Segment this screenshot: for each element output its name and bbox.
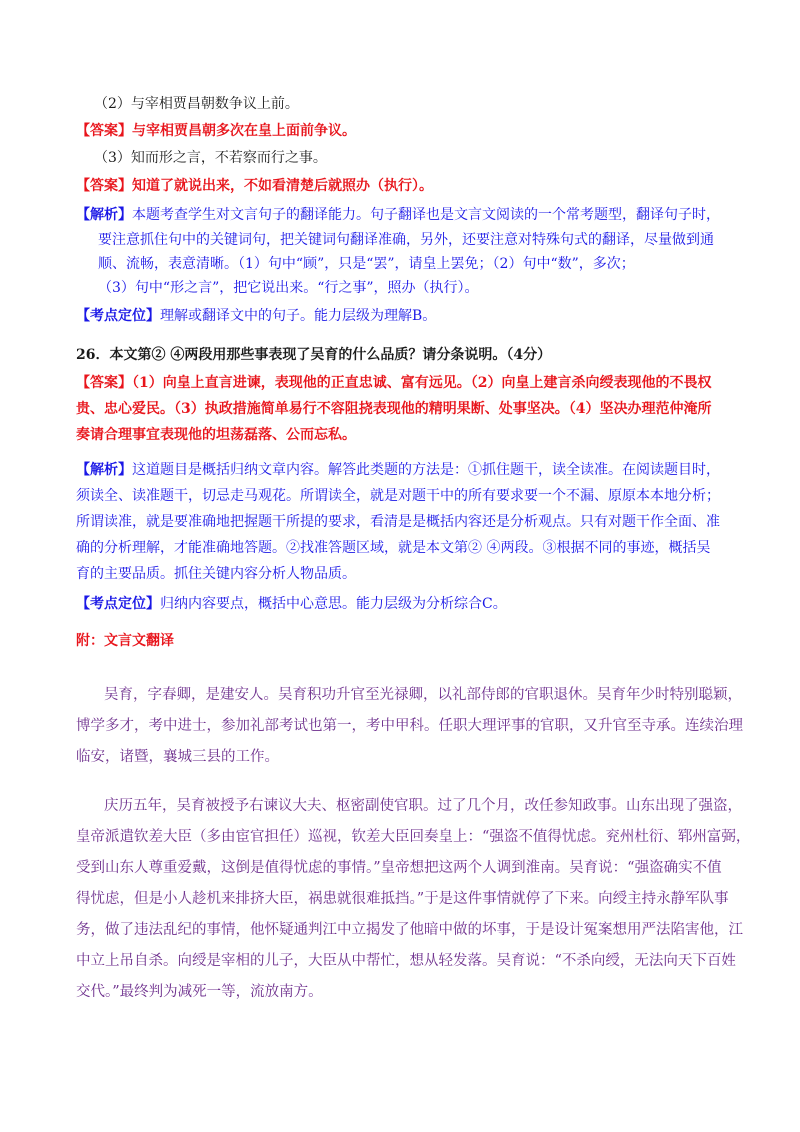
analysis-tag: 【解析】	[76, 462, 132, 478]
analysis-1-line-1: 【解析】本题考查学生对文言句子的翻译能力。句子翻译也是文言文阅读的一个常考题型，翻译句子时，	[76, 207, 720, 223]
answer-tag: 【答案】	[76, 178, 132, 194]
question-26-answer-line-3: 奏请合理事宜表现他的坦荡磊落、公而忘私。	[76, 427, 356, 443]
key-point-tag: 【考点定位】	[76, 596, 160, 612]
key-point-tag: 【考点定位】	[76, 308, 160, 324]
translation-para-1-line-2: 博学多才，考中进士，参加礼部考试也第一，考中甲科。任职大理评事的官职，又升官至寺承。连续治理	[76, 718, 743, 734]
translation-para-1-line-3: 临安，诸暨，襄城三县的工作。	[76, 749, 279, 765]
question-26-answer-line-1: 【答案】（1）向皇上直言进谏，表现他的正直忠诚、富有远见。（2）向皇上建言杀向绶表现他的不畏权	[76, 375, 712, 391]
analysis-1-line-2: 要注意抓住句中的关键词句，把关键词句翻译准确，另外，还要注意对特殊句式的翻译，尽量做到通	[98, 232, 714, 248]
translation-para-2-line-1: 庆历五年，吴育被授予右谏议大夫、枢密副使官职。过了几个月，改任参知政事。山东出现了强盗，	[104, 798, 742, 814]
question-3-answer	[76, 176, 433, 196]
translation-para-2-line-2: 皇帝派遣钦差大臣（多由宦官担任）巡视，钦差大臣回奏皇上：“强盗不值得忧虑。兖州杜衍、郓州富弼，	[76, 829, 751, 845]
translation-para-1-line-1: 吴育，字春卿，是建安人。吴育积功升官至光禄卿，以礼部侍郎的官职退休。吴育年少时特别聪颖，	[104, 687, 742, 703]
analysis-2-line-3: 所谓读准，就是要准确地把握题干所提的要求，看清是是概括内容还是分析观点。只有对题干作全面、准	[76, 514, 720, 530]
question-3-prompt: （3）知而形之言，不若察而行之事。	[94, 150, 327, 166]
question-26-title: 26．本文第② ④两段用那些事表现了吴育的什么品质？请分条说明。（4分）	[76, 347, 552, 363]
key-point-1: 【考点定位】理解或翻译文中的句子。能力层级为理解B。	[76, 308, 437, 324]
translation-para-2-line-7: 交代。”最终判为减死一等，流放南方。	[76, 984, 323, 1000]
translation-para-2-line-5: 务，做了违法乱纪的事情，他怀疑通判江中立揭发了他暗中做的坏事，于是设计冤案想用严法陷害他，江	[76, 922, 743, 938]
analysis-1-line-3: 顺、流畅，表意清晰。（1）句中“顾”，只是“罢”，请皇上罢免；（2）句中“数”，多次；	[98, 256, 635, 272]
answer-text: 与宰相贾昌朝多次在皇上面前争议。	[132, 123, 356, 139]
question-2-answer	[76, 121, 356, 141]
analysis-2-line-4: 确的分析理解，才能准确地答题。②找准答题区域，就是本文第② ④两段。③根据不同的事迹，概括吴	[76, 540, 711, 556]
analysis-2-line-2: 须读全、读准题干，切忌走马观花。所谓读全，就是对题干中的所有要求要一个不漏、原原本本地分析；	[76, 488, 720, 504]
analysis-2-line-5: 育的主要品质。抓住关键内容分析人物品质。	[76, 566, 356, 582]
question-2-prompt: （2）与宰相贾昌朝数争议上前。	[94, 96, 299, 112]
translation-para-2-line-6: 中立上吊自杀。向绶是宰相的儿子，大臣从中帮忙，想从轻发落。吴育说：“不杀向绶，无法向天下百姓	[76, 953, 736, 969]
translation-para-2-line-4: 得忧虑，但是小人趁机来排挤大臣，祸患就很难抵挡。”于是这件事情就停了下来。向绶主持永静军队事	[76, 891, 729, 907]
analysis-1-line-4: （3）句中“形之言”，把它说出来。“行之事”，照办（执行）。	[98, 280, 479, 296]
answer-text: 知道了就说出来，不如看清楚后就照办（执行）。	[132, 178, 433, 194]
translation-para-2-line-3: 受到山东人尊重爱戴，这倒是值得忧虑的事情。”皇帝想把这两个人调到淮南。吴育说：“强盗确实不值	[76, 860, 722, 876]
analysis-2-line-1: 【解析】这道题目是概括归纳文章内容。解答此类题的方法是：①抓住题干，读全读准。在阅读题目时，	[76, 462, 720, 478]
appendix-title: 附：文言文翻译	[76, 633, 174, 649]
answer-tag: 【答案】	[76, 375, 132, 391]
answer-tag: 【答案】	[76, 123, 132, 139]
question-26-answer-line-2: 贵、忠心爱民。（3）执政措施简单易行不容阻挠表现他的精明果断、处事坚决。（4）坚决办理范仲淹所	[76, 401, 712, 417]
key-point-2: 【考点定位】归纳内容要点，概括中心意思。能力层级为分析综合C。	[76, 596, 507, 612]
analysis-tag: 【解析】	[76, 207, 132, 223]
